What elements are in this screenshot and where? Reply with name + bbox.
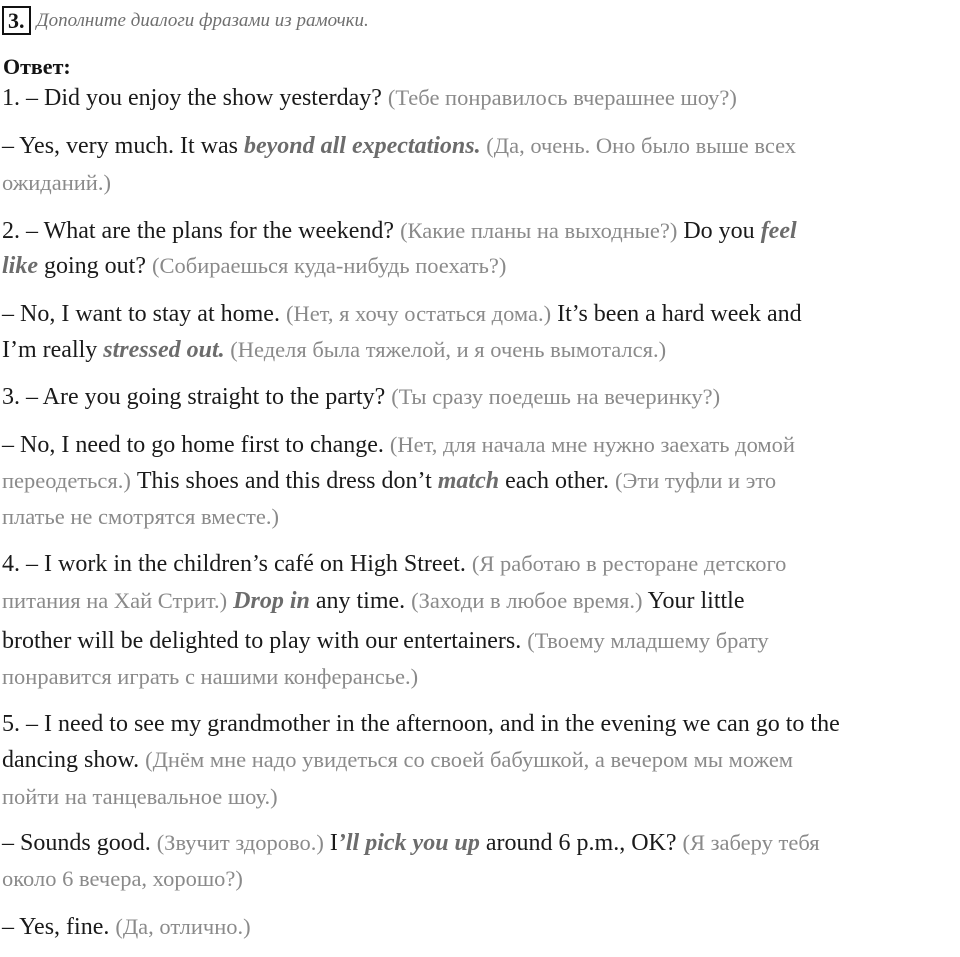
russian-translation: (Неделя была тяжелой, и я очень вымотался.) <box>224 337 667 362</box>
dialogue-line <box>2 216 797 246</box>
english-text: It’s been a hard week and <box>551 301 802 327</box>
dialogue-line <box>2 828 820 858</box>
english-text: 5. – I need to see my grandmother in the afternoon, and in the evening we can go to the <box>2 711 840 737</box>
key-phrase: beyond all expectations. <box>243 133 481 159</box>
russian-translation: платье не смотрятся вместе.) <box>2 504 279 529</box>
russian-translation: около 6 вечера, хорошо?) <box>2 866 243 891</box>
dialogue-line <box>2 299 802 329</box>
english-text: I <box>323 830 338 856</box>
russian-translation: (Ты сразу поедешь на вечеринку?) <box>391 384 721 409</box>
dialogue-line <box>2 626 769 656</box>
english-text: 3. – Are you going straight to the party? <box>2 384 392 410</box>
dialogue-line <box>2 131 796 161</box>
english-text: 4. – I work in the children’s café on High Street. <box>2 551 472 577</box>
dialogue-line <box>2 782 278 812</box>
russian-translation: (Я работаю в ресторане детского <box>471 551 787 576</box>
task-instruction: Дополните диалоги фразами из рамочки. <box>36 9 369 31</box>
task-header <box>2 6 369 35</box>
english-text: around 6 p.m., OK? <box>479 830 683 856</box>
answer-label: Ответ: <box>3 54 71 79</box>
russian-translation: (Собираешься куда-нибудь поехать?) <box>152 253 507 278</box>
dialogue-line <box>2 912 251 942</box>
english-text: – Yes, very much. It was <box>2 133 244 159</box>
english-text: any time. <box>309 588 412 614</box>
dialogue-line <box>2 83 737 113</box>
dialogue-line <box>2 864 243 894</box>
russian-translation: ожиданий.) <box>2 170 111 195</box>
russian-translation: (Какие планы на выходные?) <box>400 218 678 243</box>
english-text: going out? <box>38 253 152 279</box>
russian-translation: (Нет, я хочу остаться дома.) <box>285 301 552 326</box>
dialogue-line <box>2 502 279 532</box>
english-text: brother will be delighted to play with our entertainers. <box>2 628 528 654</box>
dialogue-line <box>2 662 418 692</box>
dialogue-line <box>2 251 506 281</box>
dialogue-line <box>2 586 744 616</box>
dialogue-line <box>2 709 840 739</box>
russian-translation: (Твоему младшему брату <box>527 628 769 653</box>
dialogue-line <box>2 745 793 775</box>
russian-translation: (Тебе понравилось вчерашнее шоу?) <box>387 85 737 110</box>
russian-translation: питания на Хай Стрит.) <box>2 588 228 613</box>
english-text: – No, I need to go home first to change. <box>2 432 390 458</box>
dialogue-line <box>2 335 666 365</box>
russian-translation: пойти на танцевальное шоу.) <box>2 784 278 809</box>
russian-translation: (Заходи в любое время.) <box>411 588 643 613</box>
english-text: Do you <box>677 218 761 244</box>
english-text: – No, I want to stay at home. <box>2 301 286 327</box>
dialogue-line <box>2 549 786 579</box>
russian-translation: (Эти туфли и это <box>615 468 777 493</box>
russian-translation: (Днём мне надо увидеться со своей бабушкой, а вечером мы можем <box>145 747 794 772</box>
russian-translation: (Да, отлично.) <box>115 914 251 939</box>
russian-translation: переодеться.) <box>2 468 131 493</box>
english-text: Your little <box>642 588 745 614</box>
dialogue-line <box>2 168 111 198</box>
key-phrase: Drop in <box>233 588 310 614</box>
russian-translation: (Да, очень. Оно было выше всех <box>480 133 797 158</box>
key-phrase: ’ll pick you up <box>337 830 480 856</box>
key-phrase: feel <box>760 218 797 244</box>
english-text: – Sounds good. <box>2 830 157 856</box>
english-text: This shoes and this dress don’t <box>130 468 438 494</box>
dialogue-line <box>2 466 776 496</box>
english-text: each other. <box>499 468 616 494</box>
russian-translation: (Нет, для начала мне нужно заехать домой <box>389 432 795 457</box>
russian-translation: понравится играть с нашими конферансье.) <box>2 664 419 689</box>
english-text: 2. – What are the plans for the weekend? <box>2 218 401 244</box>
english-text: 1. – Did you enjoy the show yesterday? <box>2 85 388 111</box>
key-phrase: match <box>437 468 500 494</box>
russian-translation: (Звучит здорово.) <box>156 830 324 855</box>
dialogue-line <box>2 430 795 460</box>
key-phrase: stressed out. <box>103 337 225 363</box>
dialogue-line <box>2 382 720 412</box>
english-text: dancing show. <box>2 747 146 773</box>
english-text: – Yes, fine. <box>2 914 116 940</box>
english-text: I’m really <box>2 337 104 363</box>
key-phrase: like <box>2 253 38 279</box>
task-number-box: 3. <box>2 6 31 35</box>
russian-translation: (Я заберу тебя <box>682 830 820 855</box>
